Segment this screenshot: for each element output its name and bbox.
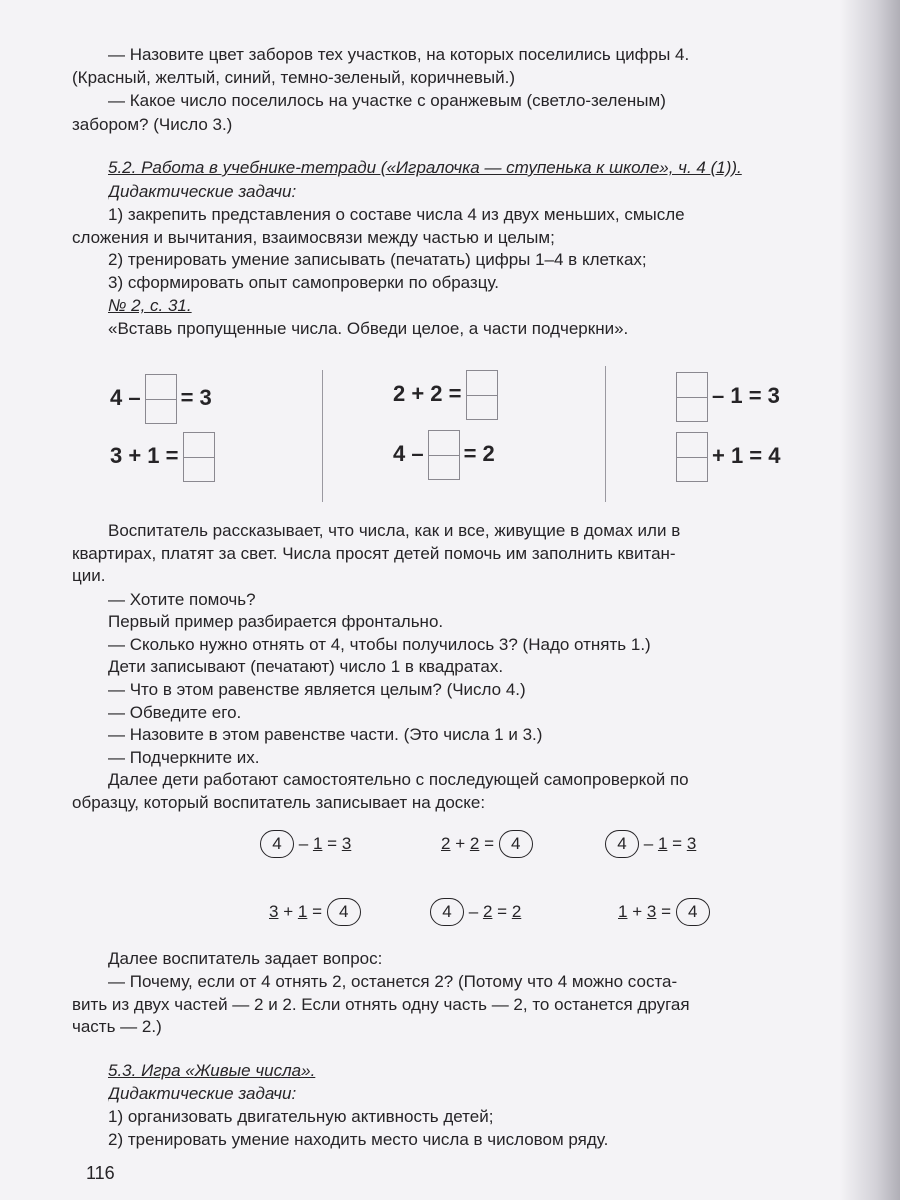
text-line: 3) сформировать опыт самопроверки по образцу. bbox=[108, 273, 499, 292]
equation: + 1 = 4 bbox=[672, 432, 781, 482]
equation: 2 + 2 = bbox=[393, 370, 502, 420]
text-line: — Что в этом равенстве является целым? (Число 4.) bbox=[108, 680, 526, 699]
answer-box[interactable] bbox=[676, 432, 708, 482]
text-line: — Почему, если от 4 отнять 2, останется 2? (Потому что 4 можно соста- bbox=[108, 972, 678, 991]
sample-answer: 4 – 1 = 3 bbox=[605, 830, 696, 858]
text-line: ции. bbox=[72, 566, 106, 585]
text-line: 1) организовать двигательную активность детей; bbox=[108, 1107, 494, 1126]
page-number: 116 bbox=[86, 1163, 115, 1183]
equation: 4 – = 3 bbox=[110, 374, 212, 424]
section-heading: 5.3. Игра «Живые числа». bbox=[108, 1061, 316, 1080]
subheading: Дидактические задачи: bbox=[108, 1084, 297, 1103]
text-line: Воспитатель рассказывает, что числа, как и все, живущие в домах или в bbox=[108, 521, 681, 540]
text-line: часть — 2.) bbox=[72, 1017, 162, 1036]
task-reference: № 2, с. 31. bbox=[108, 296, 192, 315]
text-line: — Назовите в этом равенстве части. (Это числа 1 и 3.) bbox=[108, 725, 543, 744]
text-line: забором? (Число 3.) bbox=[72, 115, 233, 134]
text-line: — Обведите его. bbox=[108, 703, 242, 722]
column-divider bbox=[322, 370, 323, 502]
equation: 4 – = 2 bbox=[393, 430, 495, 480]
text-line: вить из двух частей — 2 и 2. Если отнять одну часть — 2, то останется другая bbox=[72, 995, 690, 1014]
sample-answer: 4 – 2 = 2 bbox=[430, 898, 521, 926]
sample-answer: 4 – 1 = 3 bbox=[260, 830, 351, 858]
text-line: — Какое число поселилось на участке с оранжевым (светло-зеленым) bbox=[108, 91, 666, 110]
sample-answer: 3 + 1 = 4 bbox=[269, 898, 361, 926]
equation: 3 + 1 = bbox=[110, 432, 219, 482]
text-line: квартирах, платят за свет. Числа просят детей помочь им заполнить квитан- bbox=[72, 544, 676, 563]
text-line: Дети записывают (печатают) число 1 в квадратах. bbox=[108, 657, 504, 676]
sample-answer: 1 + 3 = 4 bbox=[618, 898, 710, 926]
text-line: Далее дети работают самостоятельно с последующей самопроверкой по bbox=[108, 770, 689, 789]
answer-box[interactable] bbox=[676, 372, 708, 422]
answer-box[interactable] bbox=[428, 430, 460, 480]
text-line: — Сколько нужно отнять от 4, чтобы получилось 3? (Надо отнять 1.) bbox=[108, 635, 651, 654]
text-line: Далее воспитатель задает вопрос: bbox=[108, 949, 383, 968]
sample-answer: 2 + 2 = 4 bbox=[441, 830, 533, 858]
text-line: Первый пример разбирается фронтально. bbox=[108, 612, 444, 631]
text-line: — Назовите цвет заборов тех участков, на которых поселились цифры 4. bbox=[108, 45, 690, 64]
section-heading: 5.2. Работа в учебнике-тетради («Игралочка — ступенька к школе», ч. 4 (1)). bbox=[108, 158, 742, 177]
text-line: образцу, который воспитатель записывает на доске: bbox=[72, 793, 486, 812]
answer-box[interactable] bbox=[466, 370, 498, 420]
text-line: 1) закрепить представления о составе числа 4 из двух меньших, смысле bbox=[108, 205, 685, 224]
task-instruction: «Вставь пропущенные числа. Обведи целое, а части подчеркни». bbox=[108, 319, 629, 338]
subheading: Дидактические задачи: bbox=[108, 182, 297, 201]
column-divider bbox=[605, 366, 606, 502]
equation: – 1 = 3 bbox=[672, 372, 780, 422]
exercise-block bbox=[100, 362, 860, 502]
answer-box[interactable] bbox=[183, 432, 215, 482]
text-line: (Красный, желтый, синий, темно-зеленый, коричневый.) bbox=[72, 68, 515, 87]
text-line: 2) тренировать умение записывать (печатать) цифры 1–4 в клетках; bbox=[108, 250, 647, 269]
text-line: сложения и вычитания, взаимосвязи между частью и целым; bbox=[72, 228, 555, 247]
text-line: 2) тренировать умение находить место числа в числовом ряду. bbox=[108, 1130, 609, 1149]
text-line: — Хотите помочь? bbox=[108, 590, 256, 609]
text-line: — Подчеркните их. bbox=[108, 748, 260, 767]
answer-box[interactable] bbox=[145, 374, 177, 424]
